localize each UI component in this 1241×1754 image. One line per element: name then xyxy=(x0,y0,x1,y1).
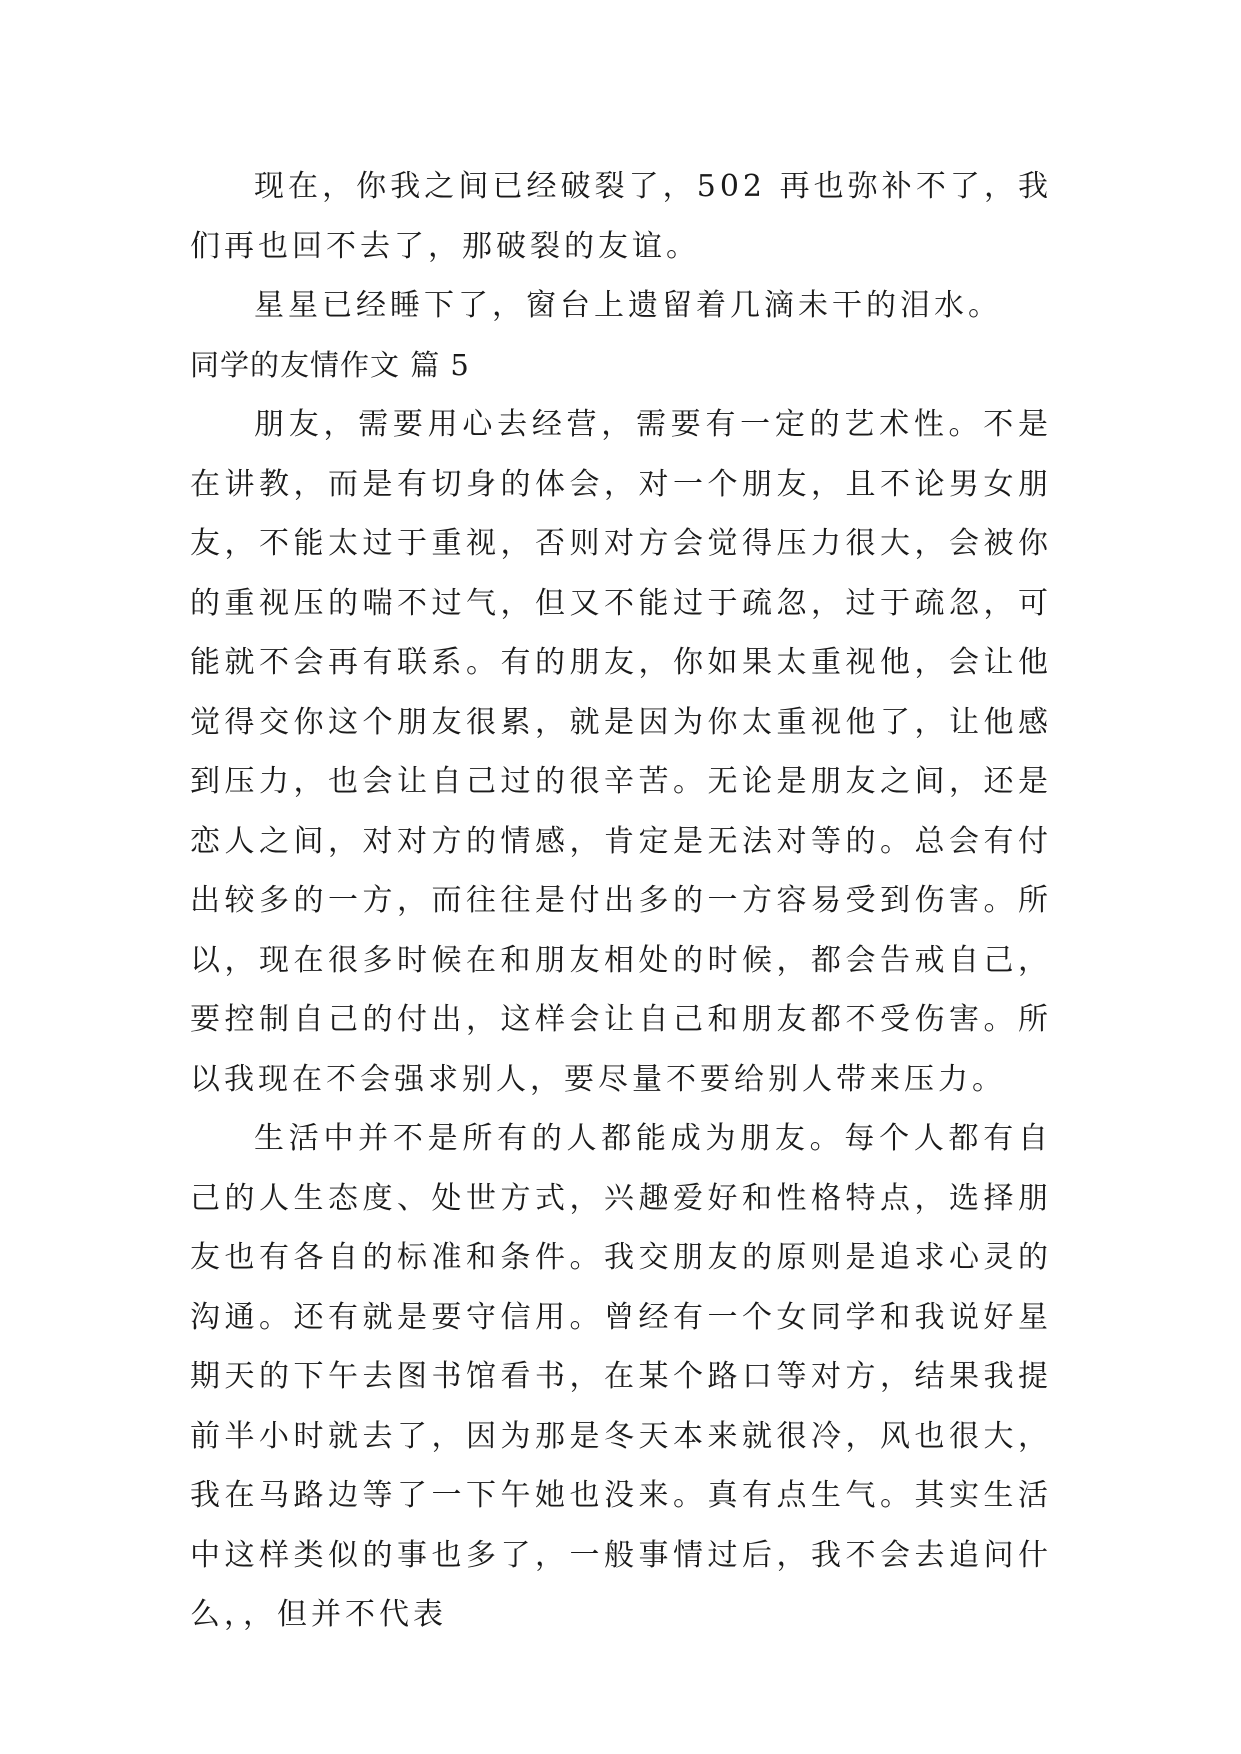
paragraph: 朋友，需要用心去经营，需要有一定的艺术性。不是在讲教，而是有切身的体会，对一个朋友，且不论男女朋友，不能太过于重视，否则对方会觉得压力很大，会被你的重视压的喘不过气，但又不能过于疏忽，过于疏忽，可能就不会再有联系。有的朋友，你如果太重视他，会让他觉得交你这个朋友很累，就是因为你太重视他了，让他感到压力，也会让自己过的很辛苦。无论是朋友之间，还是恋人之间，对对方的情感，肯定是无法对等的。总会有付出较多的一方，而往往是付出多的一方容易受到伤害。所以，现在很多时候在和朋友相处的时候，都会告戒自己，要控制自己的付出，这样会让自己和朋友都不受伤害。所以我现在不会强求别人，要尽量不要给别人带来压力。 xyxy=(190,407,1052,1097)
section-heading: 同学的友情作文 篇 5 xyxy=(190,347,470,382)
paragraph: 生活中并不是所有的人都能成为朋友。每个人都有自己的人生态度、处世方式，兴趣爱好和性格特点，选择朋友也有各自的标准和条件。我交朋友的原则是追求心灵的沟通。还有就是要守信用。曾经有一个女同学和我说好星期天的下午去图书馆看书，在某个路口等对方，结果我提前半小时就去了，因为那是冬天本来就很冷，风也很大，我在马路边等了一下午她也没来。真有点生气。其实生活中这样类似的事也多了，一般事情过后，我不会去追问什么，，但并不代表 xyxy=(190,1121,1052,1632)
document-body xyxy=(190,157,1052,1645)
paragraph: 现在，你我之间已经破裂了，502 再也弥补不了，我们再也回不去了，那破裂的友谊。 xyxy=(190,169,1052,264)
paragraph: 星星已经睡下了，窗台上遗留着几滴未干的泪水。 xyxy=(254,288,1002,323)
